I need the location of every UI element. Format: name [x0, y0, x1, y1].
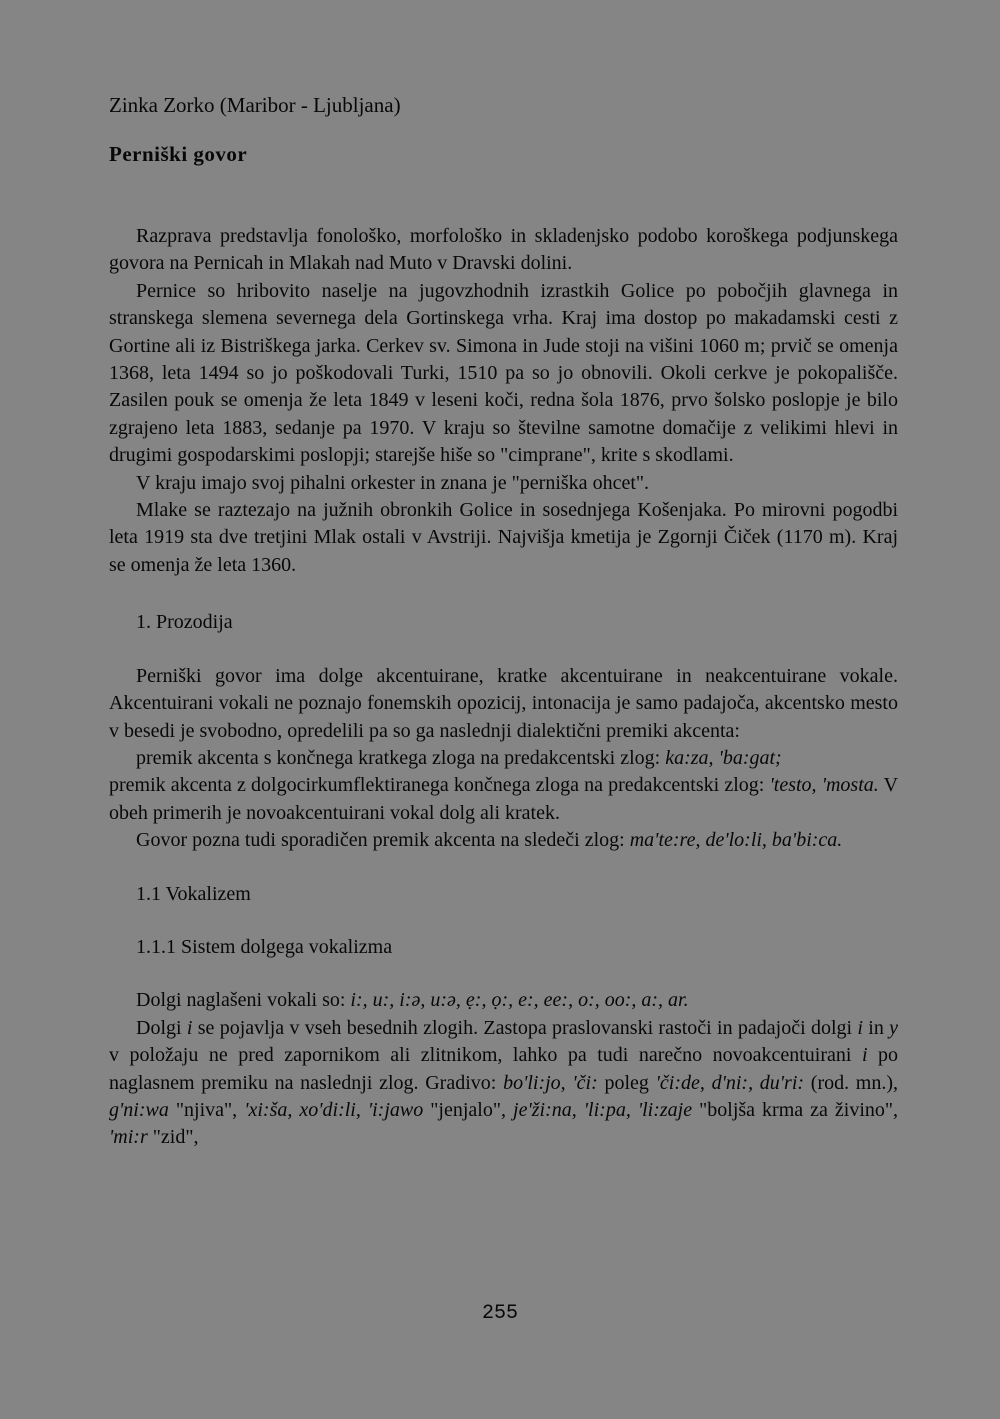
- author-line: Zinka Zorko (Maribor - Ljubljana): [109, 93, 401, 117]
- intro-paragraph-3: V kraju imajo svoj pihalni orkester in znana je "perniška ohcet".: [136, 471, 650, 494]
- example-run: je'ži:na, 'li:pa, 'li:zaje: [513, 1098, 693, 1121]
- example-run: y: [889, 1016, 899, 1039]
- section-heading-prozodija: 1. Prozodija: [136, 611, 233, 634]
- spacer: [109, 855, 898, 881]
- intro-paragraph-1: Razprava predstavlja fonološko, morfološko in skladenjsko podobo koroškega podjunskega govora na Pernicah in Mlakah nad Muto v Dravski dolini.: [109, 225, 898, 275]
- prozodija-paragraph-4: [109, 827, 898, 854]
- text-run: se pojavlja v vseh besednih zlogih. Zastopa praslovanski rastoči in padajoči dolgi: [197, 1016, 853, 1039]
- spacer: [109, 961, 898, 987]
- page-number: 255: [481, 1302, 518, 1325]
- example-run: g'ni:wa: [109, 1098, 169, 1121]
- vokalizem-paragraph-2: [109, 1015, 898, 1152]
- section-heading-vokalizem: 1.1 Vokalizem: [136, 882, 251, 905]
- prozodija-p2-text: premik akcenta s končnega kratkega zloga na predakcentski zlog:: [136, 746, 661, 769]
- spacer: [109, 637, 898, 663]
- text-run: Dolgi: [136, 1016, 182, 1039]
- intro-paragraph-2: Pernice so hribovito naselje na jugovzhodnih izrastkih Golice po pobočjih glavnega in stranskega slemena severnega dela Gortinskega vrha. Kraj ima dostop po makadamski cesti z Gortine ali iz Bistriškega jarka. Cerkev sv. Simona in Jude stoji na višini 1060 m; prvič se omenja 1368, leta 1494 so jo poškodovali Turki, 1510 pa so jo obnovili. Okoli cerkve je pokopališče. Zasilen pouk se omenja že leta 1849 v leseni koči, redna šola 1876, prvo šolsko poslopje je bilo zgrajeno leta 1883, sedanje pa 1970. V kraju so številne samotne domačije z velikimi hlevi in drugimi gospodarskimi poslopji; starejše hiše so "cimprane", krite s skodlami.: [109, 279, 898, 467]
- text-run: "njiva",: [175, 1098, 238, 1121]
- example-run: bo'li:jo, 'či:: [503, 1071, 598, 1094]
- example-run: 'či:de, d'ni:, du'ri:: [655, 1071, 805, 1094]
- vokalizem-p1-text: Dolgi naglašeni vokali so:: [136, 989, 346, 1012]
- prozodija-paragraph-2: [109, 745, 898, 772]
- prozodija-p3-text: premik akcenta z dolgocirkumflektiranega končnega zloga na predakcentski zlog:: [109, 774, 765, 797]
- prozodija-p3-tail: V obeh primerih je novoakcentuirani vokal dolg ali kratek.: [109, 774, 899, 824]
- text-run: po naglasnem premiku na naslednji zlog. Gradivo:: [109, 1044, 899, 1094]
- example-run: i: [186, 1016, 193, 1039]
- intro-paragraph-4: Mlake se raztezajo na južnih obronkih Golice in sosednjega Košenjaka. Po mirovni pogodbi leta 1919 sta dve tretjini Mlak ostali v Avstriji. Najvišja kmetija je Zgornji Čiček (1170 m). Kraj se omenja že leta 1360.: [109, 499, 898, 576]
- article-body: [109, 223, 898, 1152]
- spacer: [109, 579, 898, 609]
- prozodija-p4-examples: ma'te:re, de'lo:li, ba'bi:ca.: [629, 829, 843, 852]
- prozodija-paragraph-3: [109, 772, 898, 827]
- prozodija-p2-examples: ka:za, 'ba:gat;: [665, 746, 782, 769]
- section-heading-sistem-dolgega-vokalizma: 1.1.1 Sistem dolgega vokalizma: [136, 935, 393, 958]
- example-run: 'xi:ša, xo'di:li, 'i:jawo: [244, 1098, 424, 1121]
- text-run: "boljša krma za živino",: [699, 1098, 899, 1121]
- text-run: "jenjalo",: [430, 1098, 507, 1121]
- text-run: in: [868, 1016, 884, 1039]
- text-run: "zid",: [152, 1126, 199, 1149]
- vokalizem-p1-examples: i:, u:, i:ə, u:ə, ẹ:, ọ:, e:, ee:, o:, oo:, a:, ar.: [350, 989, 689, 1012]
- prozodija-paragraph-1: Perniški govor ima dolge akcentuirane, kratke akcentuirane in neakcentuirane vokale. Akcentuirani vokali ne poznajo fonemskih opozicij, intonacija je samo padajoča, akcentsko mesto v besedi je svobodno, opredelili pa so ga naslednji dialektični premiki akcenta:: [109, 664, 898, 742]
- prozodija-p3-examples: 'testo, 'mosta.: [769, 774, 879, 797]
- example-run: i: [857, 1016, 863, 1039]
- example-run: 'mi:r: [109, 1126, 148, 1149]
- text-run: v položaju ne pred zapornikom ali zlitnikom, lahko pa tudi narečno novoakcentuirani: [109, 1044, 852, 1067]
- example-run: i: [861, 1044, 868, 1067]
- article-title: Perniški govor: [109, 142, 248, 166]
- spacer: [109, 908, 898, 934]
- vokalizem-paragraph-1: [109, 987, 898, 1014]
- text-run: (rod. mn.),: [810, 1071, 899, 1094]
- text-run: poleg: [604, 1071, 649, 1094]
- prozodija-p4-text: Govor pozna tudi sporadičen premik akcenta na sledeči zlog:: [136, 829, 625, 852]
